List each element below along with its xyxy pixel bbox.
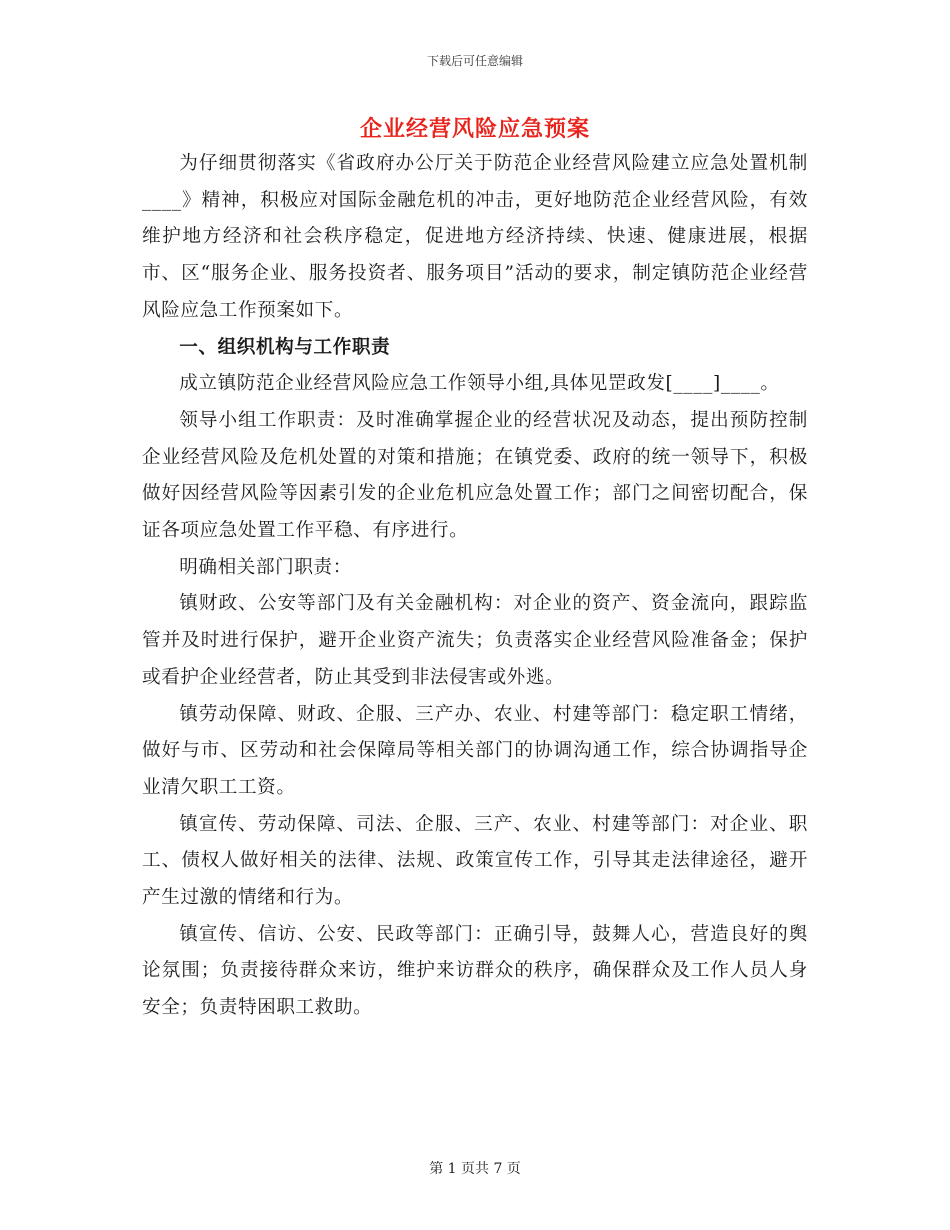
paragraph-leading-group: 成立镇防范企业经营风险应急工作领导小组,具体见罡政发[____]____。: [179, 373, 780, 395]
page-number-footer: 第 1 页共 7 页: [429, 1161, 521, 1177]
document-title: 企业经营风险应急预案: [359, 116, 590, 142]
paragraph-publicity-legal: 镇宣传、劳动保障、司法、企服、三产、农业、村建等部门：对企业、职工、债权人做好相关的法律、法规、政策宣传工作，引导其走法律途径，避开产生过激的情绪和行为。: [142, 813, 808, 909]
paragraph-group-duties: 领导小组工作职责：及时准确掌握企业的经营状况及动态，提出预防控制企业经营风险及危机处置的对策和措施；在镇党委、政府的统一领导下，积极做好因经营风险等因素引发的企业危机应急处置工作；部门之间密切配合，保证各项应急处置工作平稳、有序进行。: [142, 409, 808, 542]
intro-paragraph: 为仔细贯彻落实《省政府办公厅关于防范企业经营风险建立应急处置机制____》精神，积极应对国际金融危机的冲击，更好地防范企业经营风险，有效维护地方经济和社会秩序稳定，促进地方经济持续、快速、健康进展，根据市、区“服务企业、服务投资者、服务项目”活动的要求，制定镇防范企业经营风险应急工作预案如下。: [142, 153, 808, 321]
header-note: 下载后可任意编辑: [426, 54, 523, 68]
paragraph-finance-police: 镇财政、公安等部门及有关金融机构：对企业的资产、资金流向，跟踪监管并及时进行保护，避开企业资产流失；负责落实企业经营风险准备金；保护或看护企业经营者，防止其受到非法侵害或外逃。: [142, 593, 808, 688]
document-body: [142, 146, 808, 1027]
paragraph-department-duties-intro: 明确相关部门职责：: [179, 556, 352, 578]
section-heading-organization: 一、组织机构与工作职责: [179, 336, 391, 358]
paragraph-petition-civil: 镇宣传、信访、公安、民政等部门：正确引导，鼓舞人心，营造良好的舆论氛围；负责接待群众来访，维护来访群众的秩序，确保群众及工作人员人身安全；负责特困职工救助。: [142, 923, 808, 1019]
paragraph-labor-security: 镇劳动保障、财政、企服、三产办、农业、村建等部门：稳定职工情绪，做好与市、区劳动和社会保障局等相关部门的协调沟通工作，综合协调指导企业清欠职工工资。: [142, 703, 808, 798]
